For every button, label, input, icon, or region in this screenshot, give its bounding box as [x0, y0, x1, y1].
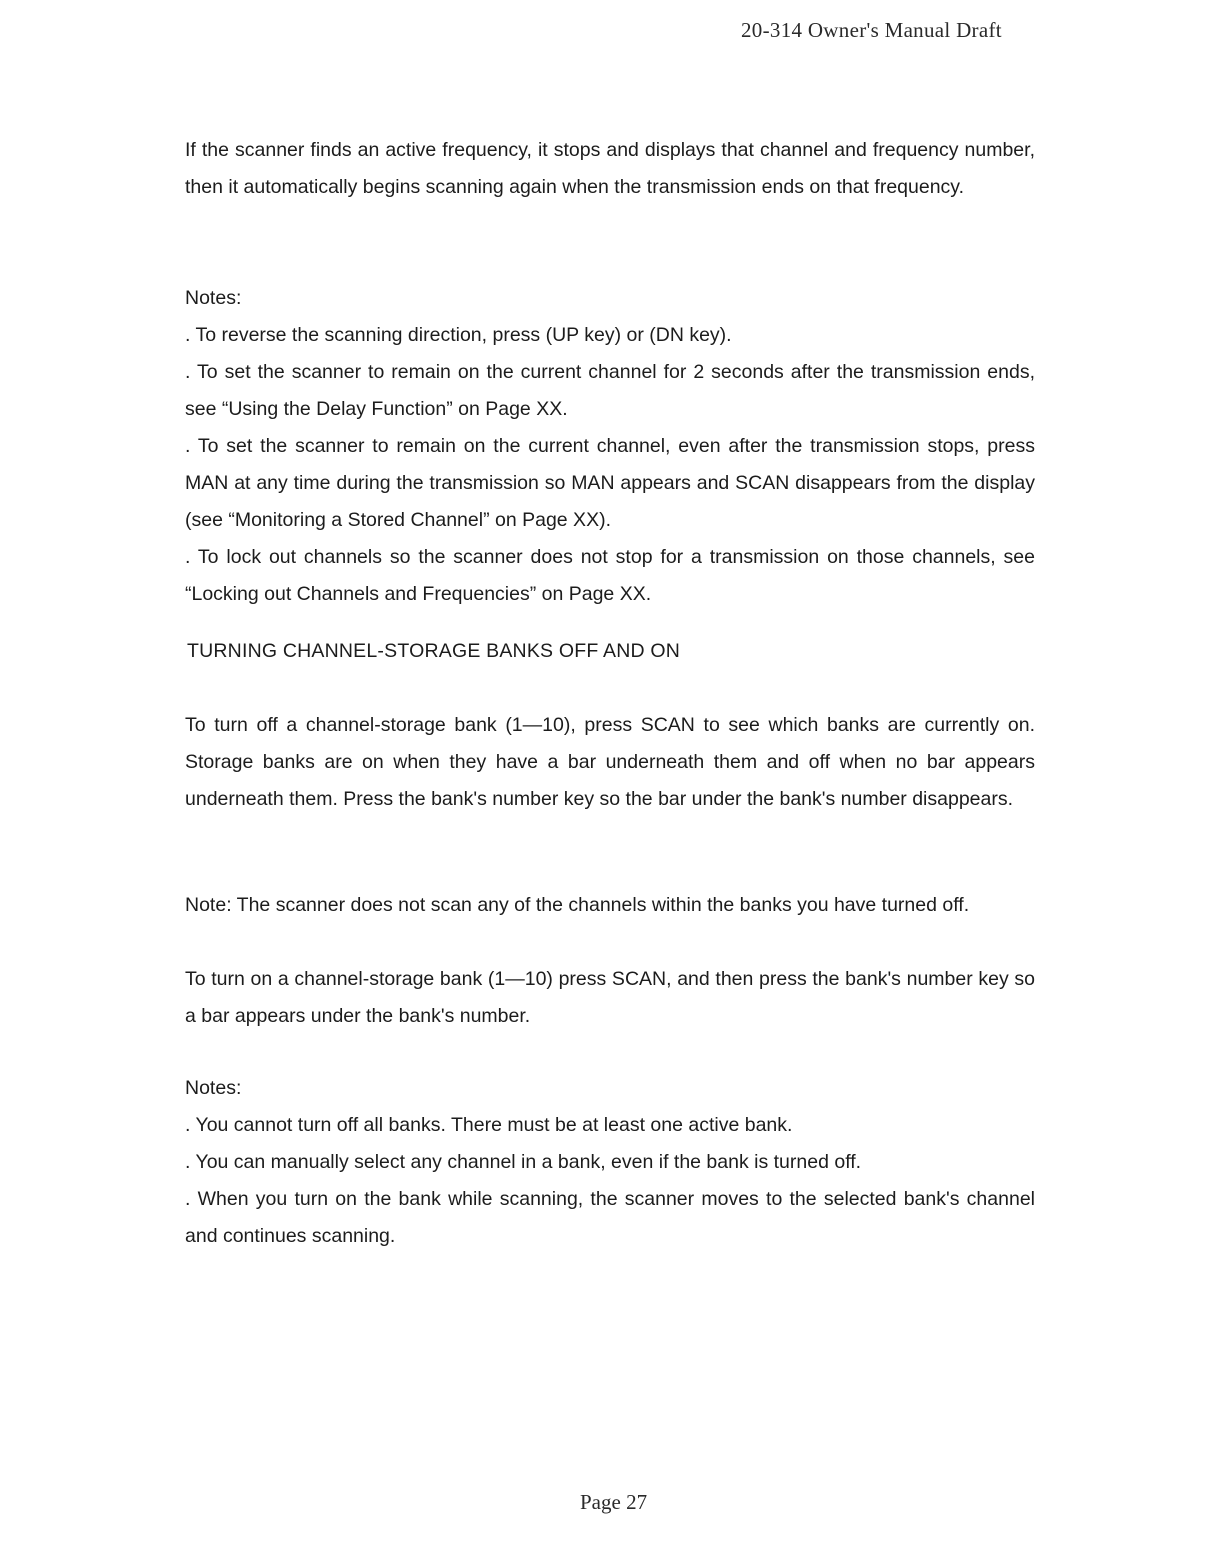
notes-list-2 — [185, 1070, 1035, 1255]
notes-list-1 — [185, 280, 1035, 613]
page-header-title: 20-314 Owner's Manual Draft — [741, 18, 1002, 42]
page-number: Page 27 — [580, 1490, 648, 1514]
note-item: . To set the scanner to remain on the current channel for 2 seconds after the transmission ends, see “Using the Delay Function” on Page XX. — [185, 361, 1035, 420]
turn-off-paragraph — [185, 707, 1035, 818]
intro-paragraph — [185, 132, 1035, 206]
turn-on-paragraph — [185, 961, 1035, 1035]
turn-off-text: To turn off a channel-storage bank (1—10), press SCAN to see which banks are currently on. Storage banks are on when they have a bar underneath them and off when no bar appears underneath them. Press the bank's number key so the bar under the bank's number disappears. — [185, 714, 1035, 810]
notes-label: Notes: — [185, 1077, 242, 1099]
note-item: . You cannot turn off all banks. There must be at least one active bank. — [185, 1114, 793, 1136]
notes-label: Notes: — [185, 287, 242, 309]
note-item: . To reverse the scanning direction, press (UP key) or (DN key). — [185, 324, 732, 346]
note-item: . You can manually select any channel in a bank, even if the bank is turned off. — [185, 1151, 862, 1173]
note-item: . To lock out channels so the scanner does not stop for a transmission on those channels, see “Locking out Channels and Frequencies” on Page XX. — [185, 546, 1035, 605]
section-heading: TURNING CHANNEL-STORAGE BANKS OFF AND ON — [187, 640, 681, 662]
note-item: . To set the scanner to remain on the current channel, even after the transmission stops, press MAN at any time during the transmission so MAN appears and SCAN disappears from the display (see “Monitoring a Stored Channel” on Page XX). — [185, 435, 1035, 531]
intro-text: If the scanner finds an active frequency, it stops and displays that channel and frequency number, then it automatically begins scanning again when the transmission ends on that frequency. — [185, 139, 1035, 198]
turn-on-text: To turn on a channel-storage bank (1—10) press SCAN, and then press the bank's number key so a bar appears under the bank's number. — [185, 968, 1035, 1027]
section-note — [185, 887, 1035, 924]
note-item: . When you turn on the bank while scanning, the scanner moves to the selected bank's channel and continues scanning. — [185, 1188, 1035, 1247]
section-note-text: Note: The scanner does not scan any of the channels within the banks you have turned off. — [185, 894, 970, 916]
